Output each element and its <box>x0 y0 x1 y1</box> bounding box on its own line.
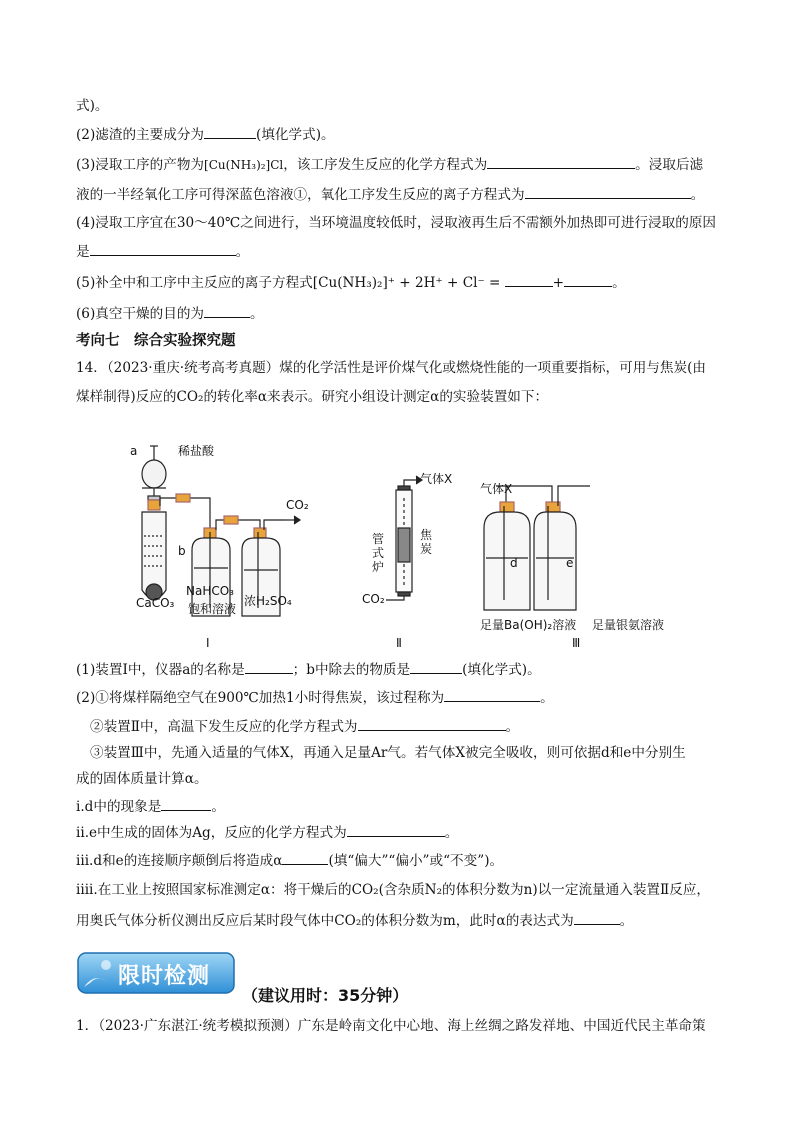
label-h2so4: 浓H₂SO₄ <box>244 594 292 608</box>
question-14-cont: 煤样制得)反应的CO₂的转化率α来表示。研究小组设计测定α的实验装置如下： <box>76 389 549 405</box>
question-5: (5)补全中和工序中主反应的离子方程式[Cu(NH₃)₂]⁺ + 2H⁺ + Cl⁻ = + 。 <box>76 272 626 293</box>
part-2: (2)①将煤样隔绝空气在900℃加热1小时得焦炭，该过程称为 。 <box>76 687 554 708</box>
question-1: 1．（2023·广东湛江·统考模拟预测）广东是岭南文化中心地、海上丝绸之路发祥地、中国近代民主革命策 <box>76 1018 706 1034</box>
suggested-time: （建议用时：35分钟） <box>242 986 409 1005</box>
answer-blank[interactable] <box>487 154 635 169</box>
symbol-e: e <box>623 745 632 761</box>
temperature-range: 30～40℃ <box>176 215 241 231</box>
alpha-symbol: α <box>184 771 194 787</box>
label-b: b <box>178 544 186 558</box>
answer-blank[interactable] <box>564 272 612 287</box>
label-caco3: CaCO₃ <box>136 596 175 610</box>
answer-blank[interactable] <box>358 716 506 731</box>
part-2-3: ③装置Ⅲ中，先通入适量的气体X，再通入足量Ar气。若气体X被完全吸收，则可依据d和e中分别生 <box>90 745 686 761</box>
answer-blank[interactable] <box>525 184 691 199</box>
answer-blank[interactable] <box>204 124 256 139</box>
question-2: (2)滤渣的主要成分为 (填化学式)。 <box>76 124 335 145</box>
label-silver-ammonia: 足量银氨溶液 <box>592 618 665 632</box>
question-4-cont: 是 。 <box>76 241 249 262</box>
question-6: (6)真空干燥的目的为 。 <box>76 303 264 324</box>
apparatus-figure <box>120 440 665 659</box>
co2-formula: CO₂ <box>176 389 204 405</box>
label-roman-3: Ⅲ <box>572 636 581 650</box>
label-a: a <box>130 444 138 458</box>
label-roman-2: Ⅱ <box>396 636 402 650</box>
badge-title: 限时检测 <box>118 964 211 989</box>
silver: Ag <box>192 825 211 841</box>
answer-blank[interactable] <box>444 687 540 702</box>
answer-blank[interactable] <box>574 910 620 925</box>
label-nahco3: NaHCO₃ <box>186 584 234 598</box>
formula-cu-complex: [Cu(NH₃)₂]Cl <box>204 158 284 172</box>
label-gas-x-top: 气体X <box>420 472 453 486</box>
part-iiii: iiii.在工业上按照国家标准测定α：将干燥后的CO₂(含杂质N₂的体积分数为n)以一定流量通入装置Ⅱ反应， <box>76 882 711 898</box>
label-coke-1: 焦 <box>420 528 433 542</box>
ion-equation: [Cu(NH₃)₂]⁺ + 2H⁺ + Cl⁻ = <box>312 275 501 291</box>
co2-formula: CO₂ <box>351 882 379 898</box>
label-e: e <box>566 556 574 570</box>
part-1: (1)装置Ⅰ中，仪器a的名称是 ；b中除去的物质是 (填化学式)。 <box>76 659 541 680</box>
question-4: (4)浸取工序宜在30～40℃之间进行，当环境温度较低时，浸取液再生后不需额外加热即可进行浸取的原因 <box>76 215 717 231</box>
question-3: (3)浸取工序的产物为[Cu(NH₃)₂]Cl，该工序发生反应的化学方程式为 。浸取后滤 <box>76 154 703 175</box>
argon: Ar <box>371 745 388 761</box>
answer-blank[interactable] <box>204 303 250 318</box>
symbol-d: d <box>601 745 610 761</box>
label-nahco3-sat: 饱和溶液 <box>188 602 237 616</box>
label-roman-1: Ⅰ <box>206 636 210 650</box>
label-dilute-hcl: 稀盐酸 <box>178 444 215 458</box>
alpha-symbol: α <box>273 853 283 869</box>
answer-blank[interactable] <box>347 822 445 837</box>
funnel-bulb <box>142 460 166 488</box>
label-tube-1: 管 <box>372 532 385 546</box>
label-baoh2: 足量Ba(OH)₂溶液 <box>480 618 577 632</box>
symbol-a: a <box>182 662 191 678</box>
label-coke-2: 炭 <box>420 542 433 556</box>
line-1: 式)。 <box>76 98 109 114</box>
answer-blank[interactable] <box>245 659 293 674</box>
label-gas-x-in: 气体X <box>480 482 513 496</box>
answer-blank[interactable] <box>161 796 211 811</box>
part-iii: iii.d和e的连接顺序颠倒后将造成α (填“偏大”“偏小”或“不变”)。 <box>76 850 503 871</box>
n2-formula: N₂ <box>424 882 443 898</box>
answer-blank[interactable] <box>90 241 236 256</box>
answer-blank[interactable] <box>282 850 328 865</box>
section-heading: 考向七 综合实验探究题 <box>76 333 236 349</box>
part-2-3-cont: 成的固体质量计算α。 <box>76 771 208 787</box>
part-iiii-cont: 用奥氏气体分析仪测出反应后某时段气体中CO₂的体积分数为m，此时α的表达式为 。 <box>76 910 633 931</box>
answer-blank[interactable] <box>505 272 553 287</box>
part-ii: ii.e中生成的固体为Ag，反应的化学方程式为 。 <box>76 822 458 843</box>
part-2-2: ②装置Ⅱ中，高温下发生反应的化学方程式为 。 <box>90 716 519 737</box>
co2-formula: CO₂ <box>334 913 362 929</box>
label-tube-2: 式 <box>372 546 385 560</box>
label-co2-out: CO₂ <box>286 498 309 512</box>
label-tube-3: 炉 <box>372 560 385 574</box>
temperature: 900℃ <box>217 690 259 706</box>
timed-test-badge <box>76 951 236 995</box>
part-i: i.d中的现象是 。 <box>76 796 225 817</box>
label-co2-in: CO₂ <box>362 592 385 606</box>
question-3-cont: 液的一半经氧化工序可得深蓝色溶液①，氧化工序发生反应的离子方程式为 。 <box>76 184 704 205</box>
question-14: 14．（2023·重庆·统考高考真题）煤的化学活性是评价煤气化或燃烧性能的一项重要指标，可用与焦炭(由 <box>76 360 706 376</box>
symbol-n: n <box>523 882 533 898</box>
symbol-m: m <box>442 913 456 929</box>
answer-blank[interactable] <box>410 659 462 674</box>
label-d: d <box>510 556 518 570</box>
